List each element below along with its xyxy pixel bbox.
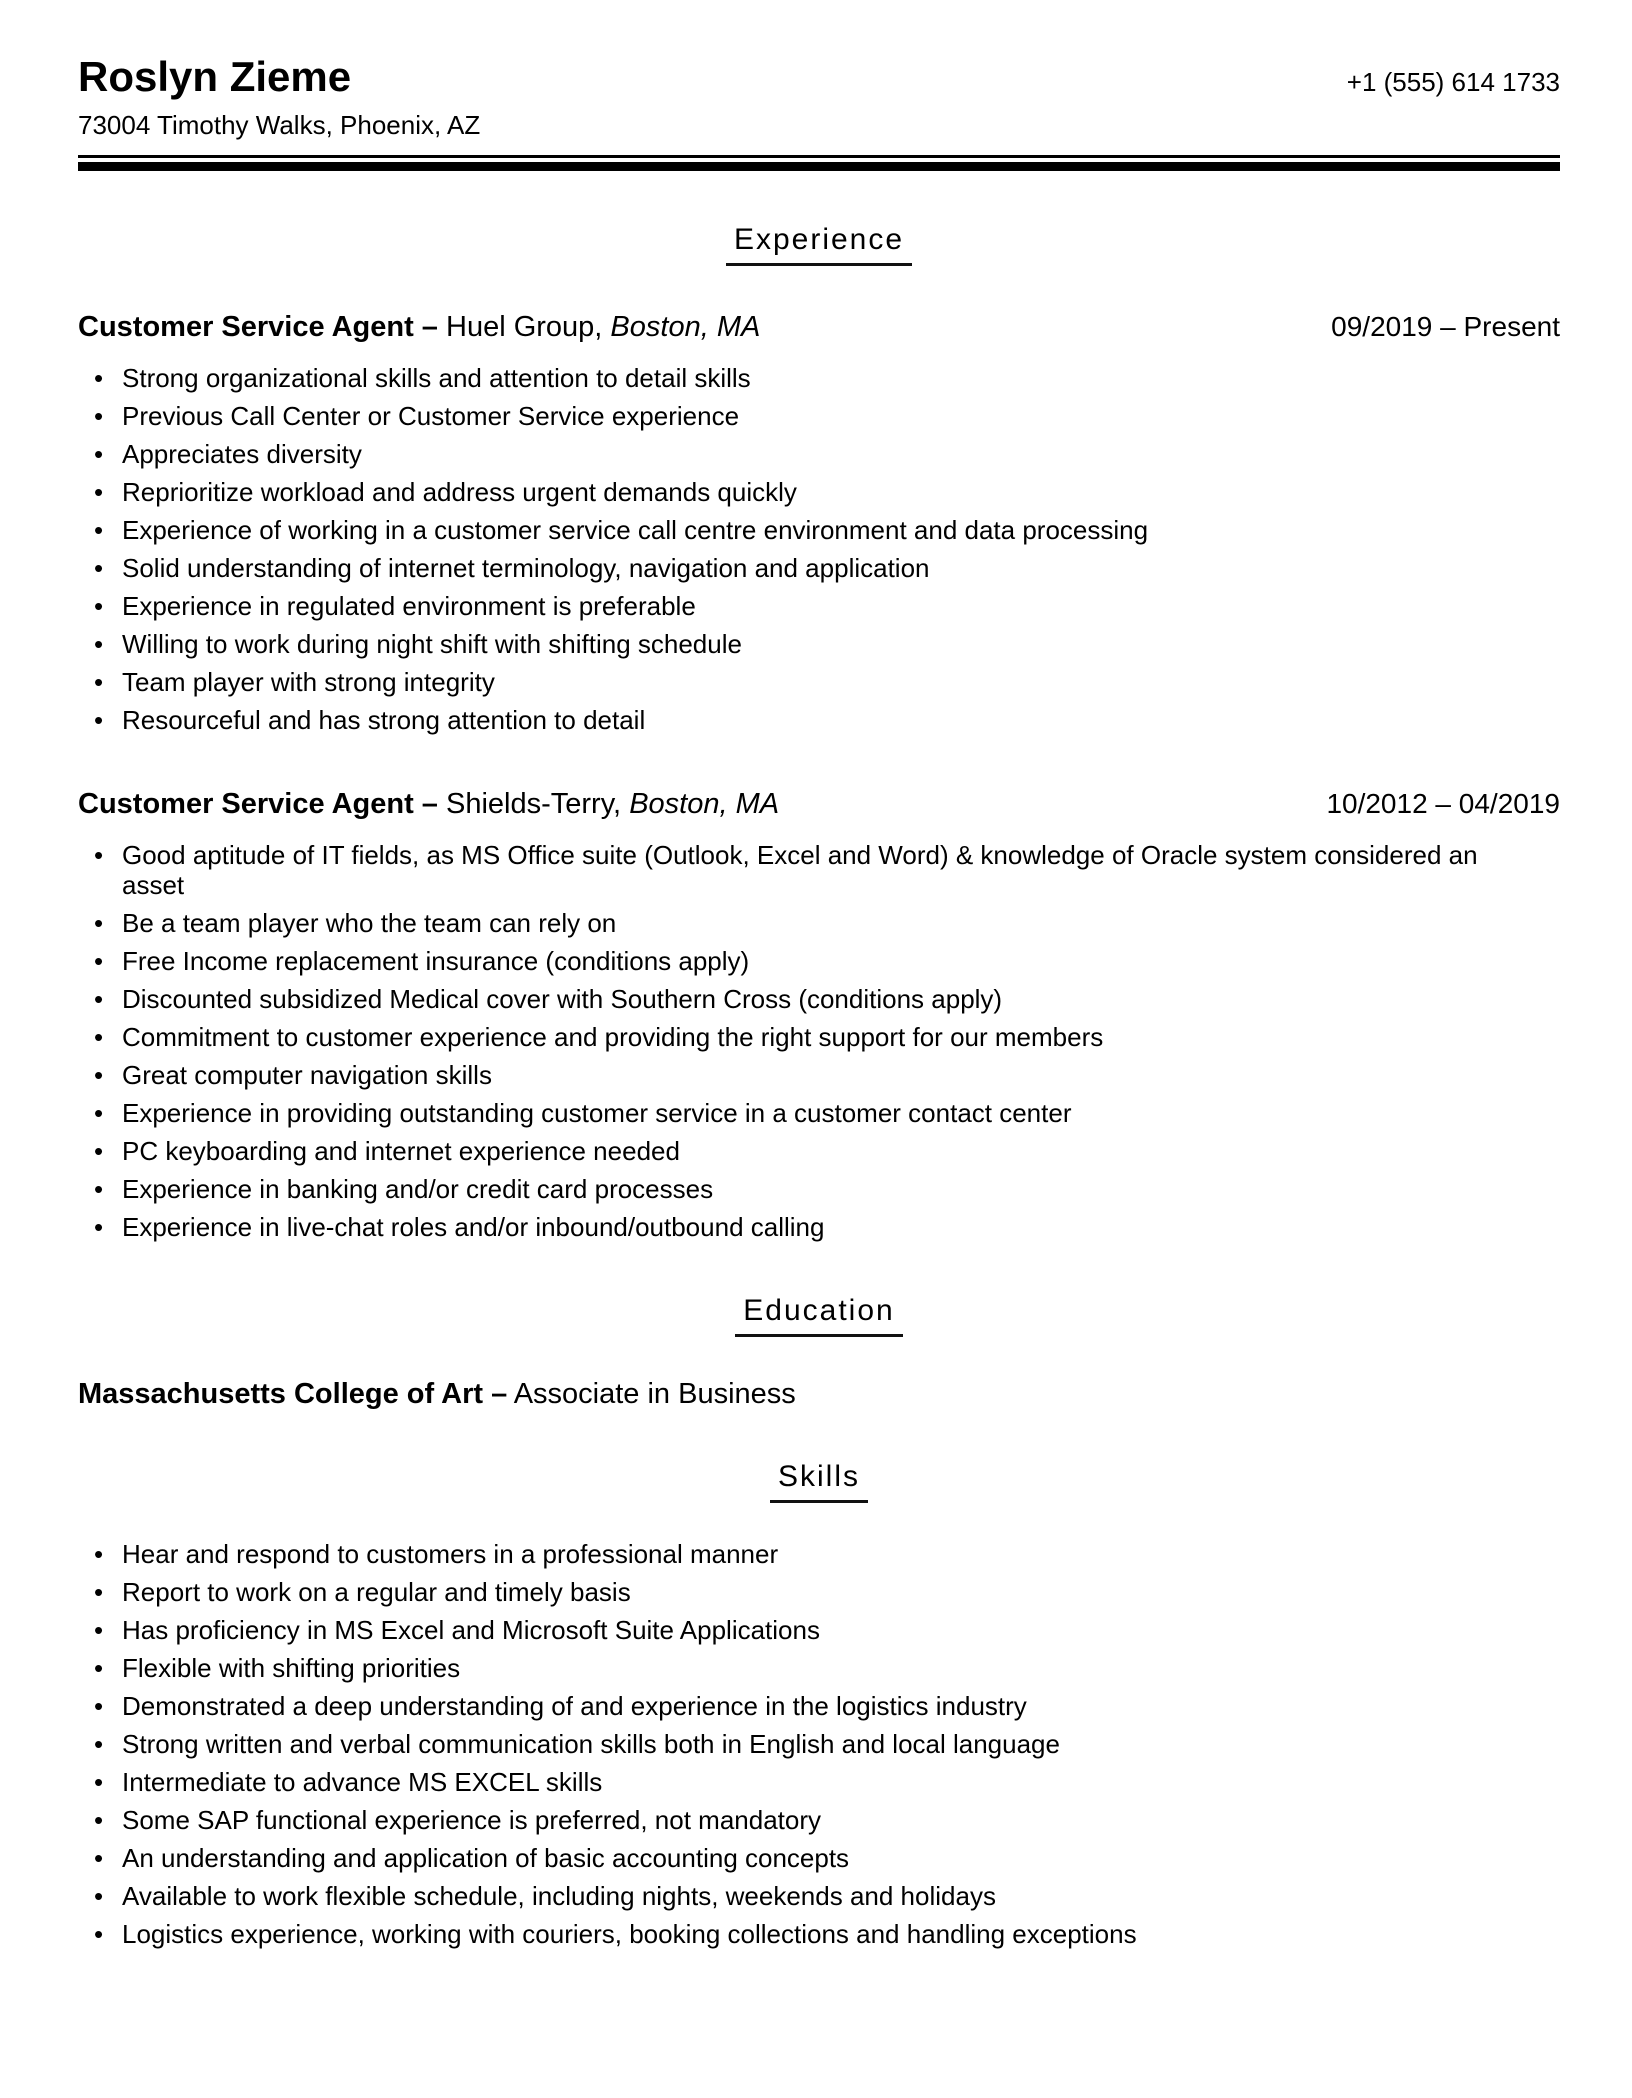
education-school: Massachusetts College of Art – [78,1377,508,1410]
job-2-location: Boston, MA [629,787,780,820]
bullet-item: • Available to work flexible schedule, including nights, weekends and holidays [78,1881,1512,1911]
skills-heading-text: Skills [770,1460,868,1503]
bullet-item: • Free Income replacement insurance (conditions apply) [78,946,1512,976]
bullet-item: • An understanding and application of basic accounting concepts [78,1843,1512,1873]
bullet-item: • Experience in banking and/or credit card processes [78,1174,1512,1204]
job-entry-2 [78,787,1560,1242]
job-2-bullet-list [78,840,1560,1242]
bullet-item: • Team player with strong integrity [78,667,1512,697]
bullet-item: • Experience in live-chat roles and/or inbound/outbound calling [78,1212,1512,1242]
job-1-heading [78,310,1560,345]
section-skills [78,1460,1560,1949]
job-1-role: Customer Service Agent – [78,311,438,344]
phone-number: +1 (555) 614 1733 [1346,67,1560,97]
bullet-item: • Demonstrated a deep understanding of and experience in the logistics industry [78,1691,1512,1721]
section-experience [78,223,1560,1242]
header-rule-thin [78,155,1560,158]
bullet-item: • Discounted subsidized Medical cover with Southern Cross (conditions apply) [78,984,1512,1014]
header-rule [78,155,1560,171]
education-heading [78,1294,1560,1337]
bullet-item: • Previous Call Center or Customer Service experience [78,401,1512,431]
bullet-item: • Be a team player who the team can rely on [78,908,1512,938]
bullet-item: • Solid understanding of internet terminology, navigation and application [78,553,1512,583]
bullet-item: • Reprioritize workload and address urgent demands quickly [78,477,1512,507]
education-entry [78,1377,1560,1412]
bullet-item: • Appreciates diversity [78,439,1512,469]
bullet-item: • Some SAP functional experience is preferred, not mandatory [78,1805,1512,1835]
job-2-company: Shields-Terry, [446,787,622,820]
education-degree: Associate in Business [513,1377,796,1410]
bullet-item: • Flexible with shifting priorities [78,1653,1512,1683]
header-row [78,54,1560,100]
address: 73004 Timothy Walks, Phoenix, AZ [78,110,481,141]
bullet-item: • Hear and respond to customers in a professional manner [78,1539,1512,1569]
bullet-item: • Great computer navigation skills [78,1060,1512,1090]
bullet-item: • Experience in regulated environment is preferable [78,591,1512,621]
person-name: Roslyn Zieme [78,53,352,100]
skills-heading [78,1460,1560,1503]
job-2-heading [78,787,1560,822]
header-rule-thick [78,162,1560,171]
bullet-item: • Experience of working in a customer service call centre environment and data processing [78,515,1512,545]
bullet-item: • Intermediate to advance MS EXCEL skills [78,1767,1512,1797]
bullet-item: • Good aptitude of IT fields, as MS Office suite (Outlook, Excel and Word) & knowledge of Oracle system considered an asset [78,840,1512,900]
job-2-dates: 10/2012 – 04/2019 [1326,787,1560,819]
experience-heading-text: Experience [726,223,912,266]
bullet-item: • Strong written and verbal communication skills both in English and local language [78,1729,1512,1759]
job-1-title-line [78,310,760,345]
bullet-item: • Has proficiency in MS Excel and Microsoft Suite Applications [78,1615,1512,1645]
bullet-item: • Report to work on a regular and timely basis [78,1577,1512,1607]
job-1-bullet-list [78,363,1560,735]
bullet-item: • Willing to work during night shift with shifting schedule [78,629,1512,659]
header [78,54,1560,171]
bullet-item: • Resourceful and has strong attention to detail [78,705,1512,735]
job-2-role: Customer Service Agent – [78,787,438,820]
job-1-dates: 09/2019 – Present [1331,311,1560,343]
section-education [78,1294,1560,1412]
skills-bullet-list [78,1539,1560,1949]
job-entry-1 [78,310,1560,735]
bullet-item: • PC keyboarding and internet experience needed [78,1136,1512,1166]
bullet-item: • Experience in providing outstanding customer service in a customer contact center [78,1098,1512,1128]
job-1-location: Boston, MA [610,311,761,344]
job-1-company: Huel Group, [446,311,603,344]
job-2-title-line [78,787,779,822]
experience-heading [78,223,1560,266]
bullet-item: • Logistics experience, working with couriers, booking collections and handling exceptions [78,1919,1512,1949]
bullet-item: • Strong organizational skills and attention to detail skills [78,363,1512,393]
education-heading-text: Education [735,1294,902,1337]
bullet-item: • Commitment to customer experience and providing the right support for our members [78,1022,1512,1052]
